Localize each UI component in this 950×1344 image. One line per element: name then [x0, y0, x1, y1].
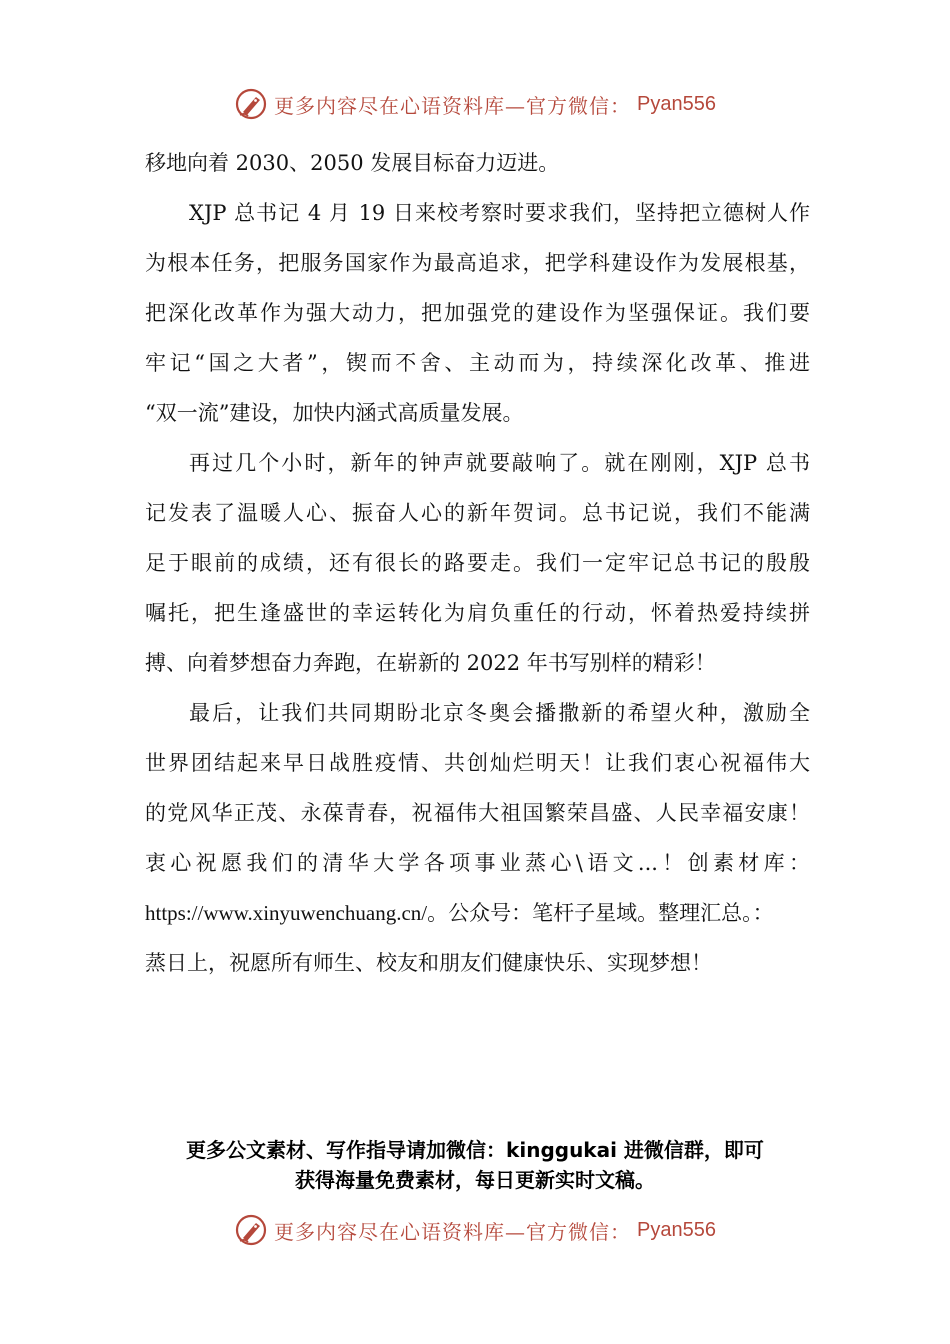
footer-watermark: [0, 1210, 950, 1250]
article-line: 把深化改革作为强大动力，把加强党的建设作为坚强保证。我们要: [145, 301, 810, 325]
article-line-tail: 。公众号：笔杆子星域。整理汇总。：: [427, 901, 774, 925]
article-line: 足于眼前的成绩，还有很长的路要走。我们一定牢记总书记的殷殷: [145, 551, 810, 575]
promo-notice: [0, 1135, 950, 1195]
article-line: 蒸日上，祝愿所有师生、校友和朋友们健康快乐、实现梦想！: [145, 951, 712, 975]
article-line: 记发表了温暖人心、振奋人心的新年贺词。总书记说，我们不能满: [145, 501, 810, 525]
article-line: 移地向着 2030、2050 发展目标奋力迈进。: [145, 151, 560, 175]
article-line-url: [145, 888, 810, 938]
pen-nib-circle-icon: [234, 87, 268, 121]
article-line: 牢记“国之大者”，锲而不舍、主动而为，持续深化改革、推进: [145, 351, 810, 375]
footer-wechat-id: Pyan556: [637, 1218, 716, 1241]
article-line: 再过几个小时，新年的钟声就要敲响了。就在刚刚，XJP 总书: [189, 451, 810, 475]
promo-line-1: 更多公文素材、写作指导请加微信：kinggukai 进微信群，即可: [186, 1138, 764, 1162]
source-url-link[interactable]: https://www.xinyuwenchuang.cn/: [145, 901, 428, 925]
article-line: “双一流”建设，加快内涵式高质量发展。: [145, 401, 524, 425]
article-line: 的党风华正茂、永葆青春，祝福伟大祖国繁荣昌盛、人民幸福安康！: [145, 801, 810, 825]
article-body: [145, 138, 810, 988]
article-line: 世界团结起来早日战胜疫情、共创灿烂明天！让我们衷心祝福伟大: [145, 751, 810, 775]
article-line: 衷心祝愿我们的清华大学各项事业蒸心\语文...！创素材库：: [145, 851, 810, 875]
promo-line-2: 获得海量免费素材，每日更新实时文稿。: [295, 1168, 655, 1192]
article-line: 搏、向着梦想奋力奔跑，在崭新的 2022 年书写别样的精彩！: [145, 651, 716, 675]
footer-banner-text: 更多内容尽在心语资料库—官方微信：: [274, 1219, 632, 1244]
header-banner-text: 更多内容尽在心语资料库—官方微信：: [274, 93, 632, 118]
article-line: XJP 总书记 4 月 19 日来校考察时要求我们，坚持把立德树人作: [189, 201, 810, 225]
header-watermark: [0, 84, 950, 124]
header-wechat-id: Pyan556: [637, 92, 716, 115]
article-line: 最后，让我们共同期盼北京冬奥会播撒新的希望火种，激励全: [189, 701, 810, 725]
pen-nib-circle-icon: [234, 1213, 268, 1247]
article-line: 嘱托，把生逢盛世的幸运转化为肩负重任的行动，怀着热爱持续拼: [145, 601, 810, 625]
article-line: 为根本任务，把服务国家作为最高追求，把学科建设作为发展根基，: [145, 251, 810, 275]
